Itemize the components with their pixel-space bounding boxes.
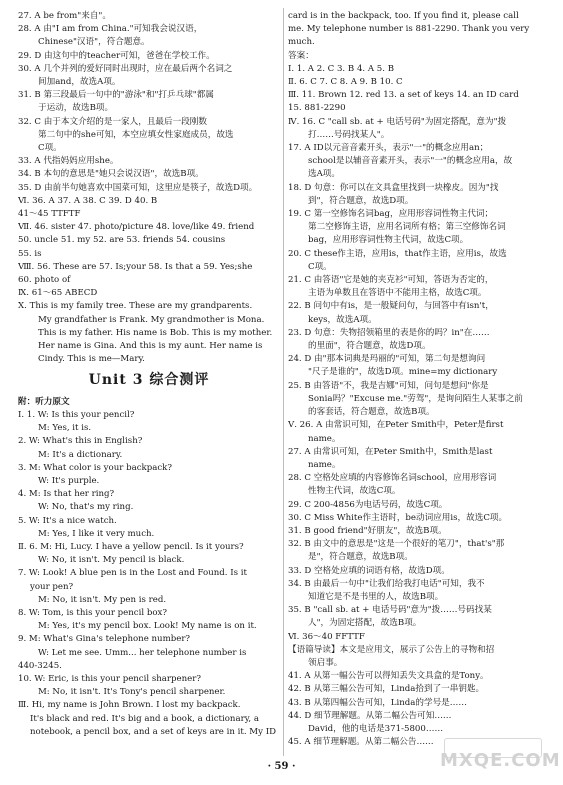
text-line: Ⅱ. 6. M: Hi, Lucy. I have a yellow pencil. Is it yours? — [18, 541, 244, 552]
text-line: 32. B 由文中的意思是"这是一个很好的笔刀"，that's"那 — [288, 539, 505, 550]
text-line: 是"，符合题意，故选B项。 — [308, 552, 413, 563]
text-line: 35. D 由前半句她喜欢中国菜可知，这里应是筷子，故选D项。 — [18, 182, 258, 193]
text-line: M: Yes, it's my pencil box. Look! My name is on it. — [38, 621, 257, 632]
text-line: Ⅰ. 1. W: Is this your pencil? — [18, 409, 135, 420]
text-line: Ⅶ. 46. sister 47. photo/picture 48. love/like 49. friend — [18, 222, 255, 233]
text-line: 第二句中的she可知，本空应填女性家庭成员，故选 — [38, 129, 234, 140]
text-line: This is my father. His name is Bob. This is my mother. — [38, 327, 273, 338]
text-line: 于运动，故选B项。 — [38, 103, 114, 114]
text-line: 22. B 问句中有is，是一般疑问句，与回答中有isn't， — [288, 301, 494, 312]
text-line: Ⅳ. 16. C "call sb. at + 电话号码"为固定搭配，意为"拨 — [288, 116, 507, 127]
text-line: David，他的电话是371-5800…… — [308, 723, 444, 734]
text-line: W: It's purple. — [38, 475, 100, 486]
text-line: 55. is — [18, 248, 42, 259]
page-number: · 59 · — [267, 761, 296, 772]
text-line: Ⅱ. 6. C 7. C 8. A 9. B 10. C — [288, 77, 403, 88]
text-line: 第二空修饰主语，应用名词所有格；第三空修饰名词 — [308, 222, 506, 233]
text-line: My grandfather is Frank. My grandmother is Mona. — [38, 314, 265, 325]
right-column — [288, 10, 546, 749]
text-line: W: No, that's my ring. — [38, 502, 134, 513]
unit-title: Unit 3 综合测评 — [88, 372, 210, 389]
text-line: 10. W: Eric, is this your pencil sharpener? — [18, 673, 201, 684]
text-line: 29. D 由这句中的teacher可知，爸爸在学校工作。 — [18, 50, 215, 61]
text-line: Ⅵ. 36～40 FFTTF — [288, 631, 365, 642]
text-line: name。 — [308, 459, 341, 470]
text-line: Cindy. This is me—Mary. — [38, 354, 145, 365]
text-line: 主语为单数且在答语中不能用主格，故选C项。 — [308, 288, 487, 299]
text-line: Ⅵ. 36. A 37. A 38. C 39. D 40. B — [18, 195, 158, 206]
text-line: M: Yes, I like it very much. — [38, 528, 155, 539]
text-line: Ⅸ. 61～65 ABECD — [18, 288, 98, 299]
text-line: C项。 — [38, 143, 62, 154]
text-line: 440-3245. — [18, 660, 62, 671]
text-line: your pen? — [30, 581, 74, 592]
text-line: 31. B 第三段最后一句中的"游泳"和"打乒乓球"都属 — [18, 90, 214, 101]
listening-heading: 附：听力原文 — [18, 396, 70, 407]
text-line: "尺子是谁的"，故选D项。mine=my dictionary — [308, 367, 498, 378]
text-line: me. My telephone number is 881-2290. Thank you very — [288, 24, 530, 35]
text-line: 30. A 几个并列的爱好同时出现时，应在最后两个名词之 — [18, 63, 233, 74]
text-line: 24. D 由"那本词典是玛丽的"可知，第二句是想询问 — [288, 354, 486, 365]
text-line: school是以辅音音素开头，表示"一"的概念应用a，故 — [308, 156, 513, 167]
text-line: M: No, it isn't. My pen is red. — [38, 594, 167, 605]
text-line: 60. photo of — [18, 275, 71, 286]
text-line: Ⅲ. Hi, my name is John Brown. I lost my backpack. — [18, 700, 241, 711]
text-line: 32. C 由于本文介绍的是一家人，且最后一段刚数 — [18, 116, 207, 127]
text-line: Ⅷ. 56. These are 57. Is;your 58. Is that a 59. Yes;she — [18, 261, 253, 272]
text-line: 间加and，故选A项。 — [38, 77, 121, 88]
text-line: 35. B "call sb. at + 电话号码"意为"拨……号码找某 — [288, 605, 492, 616]
text-line: 性物主代词，故选C项。 — [308, 486, 401, 497]
text-line: 19. C 第一空修饰名词bag，应用形容词性物主代词； — [288, 209, 494, 220]
text-line: 29. C 200-4856为电话号码，故选C项。 — [288, 499, 448, 510]
text-line: W: Let me see. Umm... her telephone number is — [38, 647, 247, 658]
text-line: 【语篇导读】本文是应用文，展示了公告上的寻物和招 — [288, 644, 495, 655]
text-line: 到"，符合题意，故选D项。 — [308, 195, 414, 206]
text-line: 的客套话，符合题意，故选B项。 — [308, 407, 435, 418]
text-line: 9. M: What's Gina's telephone number? — [18, 634, 191, 645]
text-line: 42. B 从第三幅公告可知，Linda拾到了一串钥匙。 — [288, 684, 485, 695]
text-line: bag，应用形容词性物主代词，故选C项。 — [308, 235, 469, 246]
text-line: M: No, it isn't. It's Tony's pencil sharpener. — [38, 687, 226, 698]
answer-list-unit3-b — [288, 129, 546, 750]
text-line: notebook, a pencil box, and a set of keys are in it. My ID — [30, 726, 276, 737]
text-line: 44. D 细节理解题。从第二幅公告可知…… — [288, 710, 452, 721]
text-line: 2. W: What's this in English? — [18, 436, 143, 447]
text-line: 20. C these作主语，应用is，that作主语，应用is，故选 — [288, 248, 507, 259]
watermark-text: MXQE.COM — [440, 750, 561, 771]
text-line: Ⅰ. 1. A 2. C 3. B 4. A 5. B — [288, 63, 395, 74]
watermark-logo — [440, 738, 561, 778]
text-line: much. — [288, 37, 315, 48]
text-line: M: It's a dictionary. — [38, 449, 123, 460]
text-line: 知道它是不是书里的人，故选B项。 — [308, 591, 444, 602]
text-line: 5. W: It's a nice watch. — [18, 515, 117, 526]
text-line: 人"，为固定搭配，故选B项。 — [308, 618, 422, 629]
text-line: Her name is Gina. And this is my aunt. Her name is — [38, 341, 263, 352]
text-line: 7. W: Look! A blue pen is in the Lost and Found. Is it — [18, 568, 248, 579]
text-line: X. This is my family tree. These are my grandparents. — [18, 301, 253, 312]
text-line: 34. B 由最后一句中"让我们给我打电话"可知，我不 — [288, 578, 485, 589]
text-line: 答案： — [288, 50, 314, 61]
text-line: 17. A ID以元音音素开头，表示"一"的概念应用an； — [288, 143, 489, 154]
text-line: 41～45 TTFTF — [18, 209, 81, 220]
text-line: Ⅴ. 26. A 由常识可知，在Peter Smith中，Peter是first — [288, 420, 504, 431]
text-line: M: Yes, it is. — [38, 423, 92, 434]
text-line: 的里面"，符合题意，故选D项。 — [308, 341, 431, 352]
text-line: 8. W: Tom, is this your pencil box? — [18, 607, 167, 618]
answer-list-unit2 — [18, 10, 280, 366]
text-line: Ⅲ. 11. Brown 12. red 13. a set of keys 14. an ID card — [288, 90, 519, 101]
text-line: Sonia吗？"Excuse me."劳驾"，是询问陌生人某事之前 — [308, 393, 523, 404]
text-line: 27. A 由常识可知，在Peter Smith中，Smith是last — [288, 446, 493, 457]
text-line: 28. C 空格处应填的内容修饰名词school，应用形容词 — [288, 473, 497, 484]
text-line: 选A项。 — [308, 169, 340, 180]
text-line: 23. D 句意：失物招领箱里的表是你的吗？in"在…… — [288, 327, 490, 338]
text-line: 21. C 由答语"它是她的夹克衫"可知，答语为否定的， — [288, 275, 494, 286]
answer-list-unit3-a — [288, 10, 546, 129]
text-line: 31. B good friend"好朋友"，故选B项。 — [288, 525, 447, 536]
text-line: 50. uncle 51. my 52. are 53. friends 54. cousins — [18, 235, 226, 246]
text-line: card is in the backpack, too. If you find it, please call — [288, 11, 519, 21]
column-divider — [283, 8, 284, 756]
left-column — [18, 10, 280, 739]
text-line: 33. D 空格处应填的词语有格，故选D项。 — [288, 565, 450, 576]
text-line: 18. D 句意：你可以在文具盒里找到一块橡皮。因为"找 — [288, 182, 499, 193]
text-line: 43. B 从第四幅公告可知，Linda的学号是…… — [288, 697, 467, 708]
listening-transcript — [18, 409, 280, 739]
text-line: 28. A 由"I am from China."可知我会说汉语， — [18, 24, 203, 35]
text-line: Chinese"汉语"，符合题意。 — [38, 37, 150, 48]
text-line: keys，故选A项。 — [308, 314, 377, 325]
text-line: 4. M: Is that her ring? — [18, 489, 115, 500]
text-line: 3. M: What color is your backpack? — [18, 462, 172, 473]
text-line: 41. A 从第一幅公告可以得知丢失文具盒的是Tony。 — [288, 671, 489, 682]
text-line: 45. A 细节理解题。从第二幅公告…… — [288, 737, 434, 748]
text-line: W: No, it isn't. My pencil is black. — [38, 555, 185, 566]
text-line: 打……号码找某人"。 — [308, 129, 390, 140]
text-line: 15. 881-2290 — [288, 103, 346, 114]
text-line: 27. A be from"来自"。 — [18, 11, 111, 21]
text-line: C项。 — [308, 261, 332, 272]
text-line: 34. B 本句的意思是"她只会说汉语"，故选B项。 — [18, 169, 204, 180]
text-line: 30. C Miss White作主语时，be动词应用is，故选C项。 — [288, 512, 508, 523]
text-line: 33. A 代指妈妈应用she。 — [18, 156, 119, 167]
text-line: 领启事。 — [308, 657, 343, 668]
text-line: It's black and red. It's big and a book, a dictionary, a — [30, 713, 259, 724]
text-line: 25. B 由答语"不，我是吉娜"可知，问句是想问"你是 — [288, 380, 489, 391]
text-line: name。 — [308, 433, 341, 444]
